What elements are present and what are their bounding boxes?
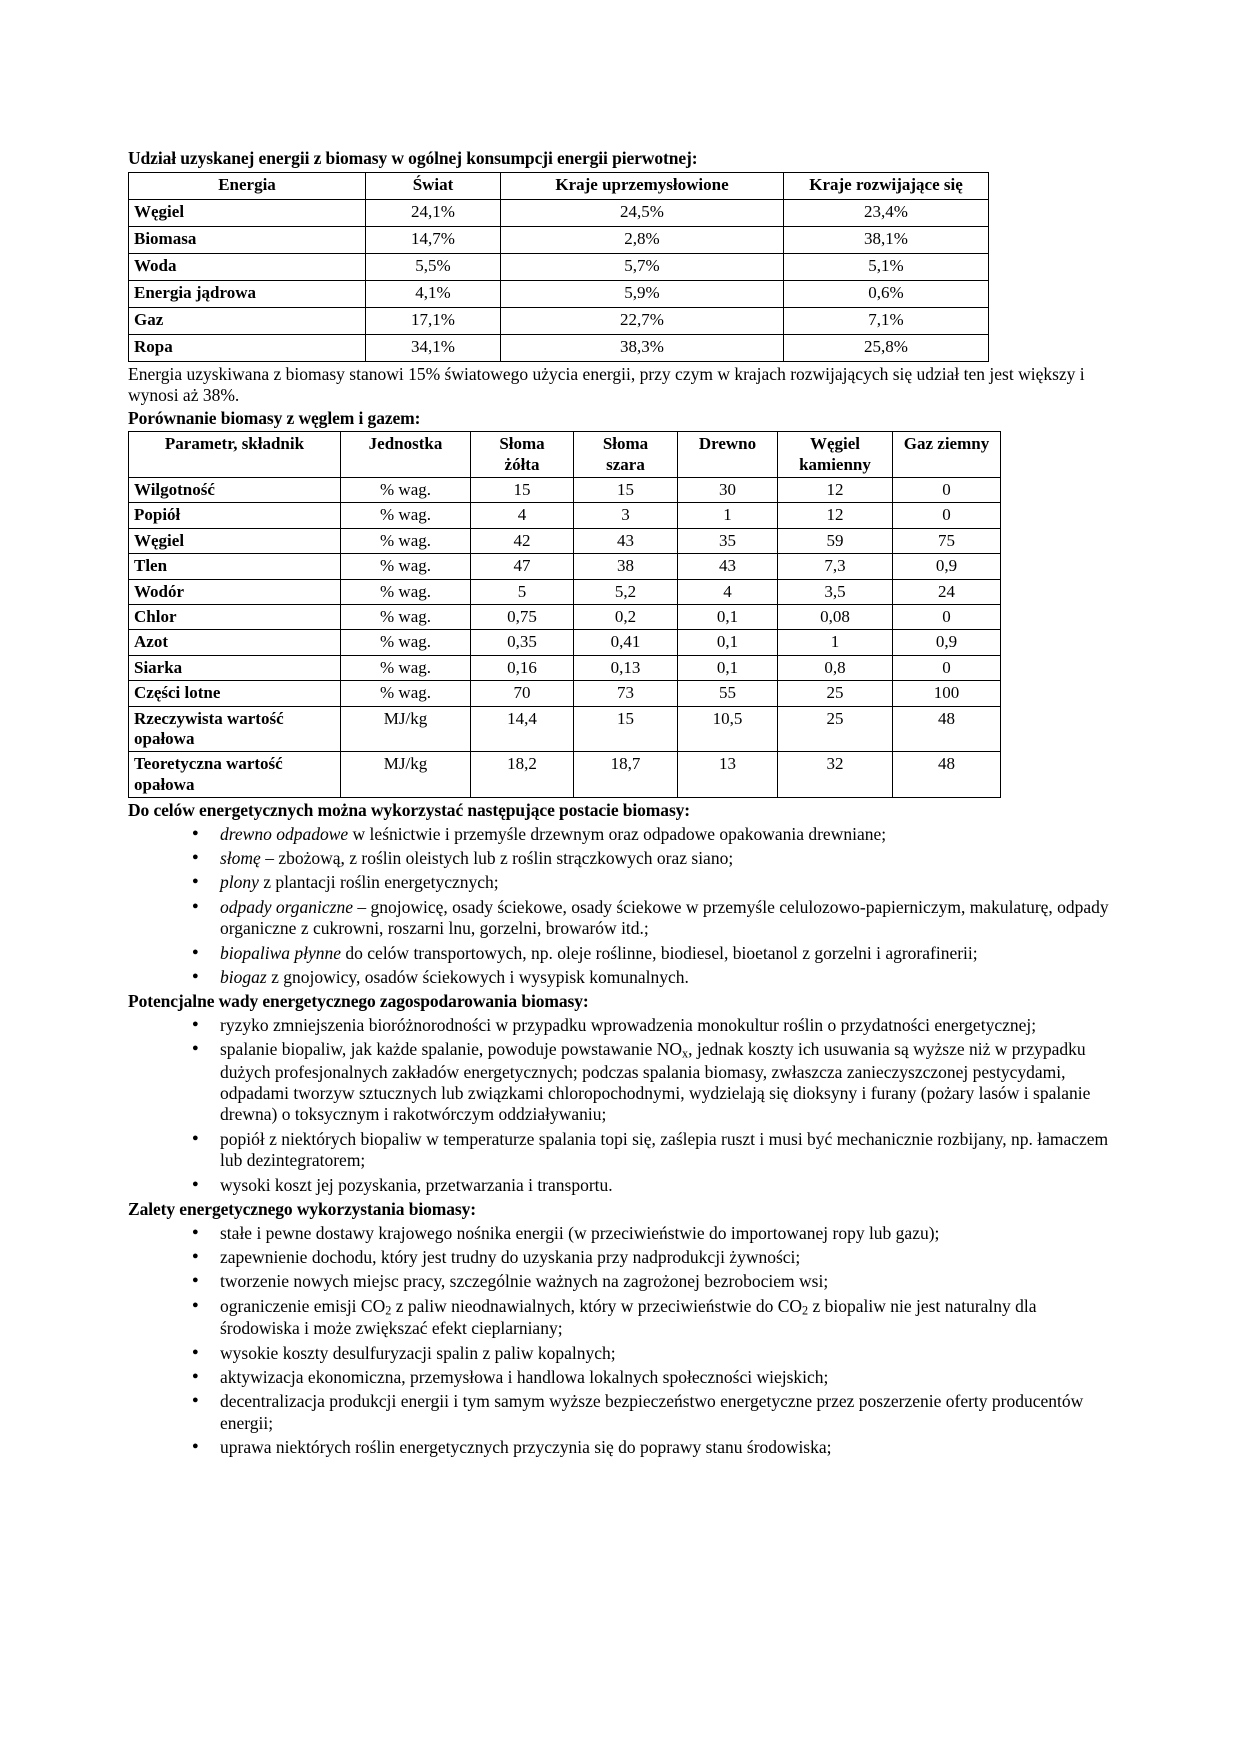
cell-sloma-szara: 5,2: [574, 579, 678, 604]
section-title-energy-share: Udział uzyskanej energii z biomasy w ogólnej konsumpcji energii pierwotnej:: [128, 148, 698, 168]
column-header-uprzemyslowione: Kraje uprzemysłowione: [501, 172, 784, 199]
cell-gaz-ziemny: 100: [893, 681, 1001, 706]
cell-swiat: 24,1%: [366, 199, 501, 226]
cell-drewno: 43: [678, 554, 778, 579]
list-item: [190, 943, 1112, 964]
cell-swiat: 4,1%: [366, 280, 501, 307]
list-item-text: z gnojowicy, osadów ściekowych i wysypisk komunalnych.: [266, 966, 689, 987]
list-item: [190, 897, 1112, 940]
column-header-sloma-szara: Słoma szara: [574, 432, 678, 478]
column-header-sloma-zolta: Słoma żółta: [471, 432, 574, 478]
cell-sloma-zolta: 15: [471, 478, 574, 503]
cell-gaz-ziemny: 0: [893, 605, 1001, 630]
list-item-text: ryzyko zmniejszenia bioróżnorodności w przypadku wprowadzenia monokultur roślin o przydatności energetycznej;: [220, 1014, 1037, 1035]
list-item-emphasis: odpady organiczne: [220, 896, 354, 917]
table-row: [129, 752, 1001, 798]
row-label: Węgiel: [129, 528, 341, 553]
list-item-text: wysoki koszt jej pozyskania, przetwarzania i transportu.: [220, 1174, 613, 1195]
column-header-energia: Energia: [129, 172, 366, 199]
list-biomass-uses: [128, 824, 1112, 988]
list-item-emphasis: drewno odpadowe: [220, 823, 349, 844]
cell-jednostka: % wag.: [341, 579, 471, 604]
list-item: [190, 848, 1112, 869]
list-item-emphasis: biopaliwa płynne: [220, 942, 342, 963]
cell-swiat: 17,1%: [366, 307, 501, 334]
cell-gaz-ziemny: 0: [893, 478, 1001, 503]
cell-sloma-szara: 43: [574, 528, 678, 553]
cell-sloma-zolta: 0,35: [471, 630, 574, 655]
cell-sloma-szara: 3: [574, 503, 678, 528]
cell-gaz-ziemny: 48: [893, 706, 1001, 752]
column-header-drewno: Drewno: [678, 432, 778, 478]
cell-rozwijajace: 38,1%: [784, 226, 989, 253]
cell-drewno: 13: [678, 752, 778, 798]
list-item: [190, 1175, 1112, 1196]
cell-gaz-ziemny: 24: [893, 579, 1001, 604]
cell-sloma-szara: 18,7: [574, 752, 678, 798]
row-label: Rzeczywista wartość opałowa: [129, 706, 341, 752]
column-header-parametr: Parametr, składnik: [129, 432, 341, 478]
list-item-text: stałe i pewne dostawy krajowego nośnika energii (w przeciwieństwie do importowanej ropy lub gazu);: [220, 1222, 940, 1243]
cell-drewno: 0,1: [678, 655, 778, 680]
list-item-text: z plantacji roślin energetycznych;: [258, 872, 499, 893]
row-label: Energia jądrowa: [129, 280, 366, 307]
cell-gaz-ziemny: 0,9: [893, 554, 1001, 579]
cell-jednostka: % wag.: [341, 503, 471, 528]
list-item: [190, 1296, 1112, 1340]
cell-sloma-zolta: 47: [471, 554, 574, 579]
row-label: Teoretyczna wartość opałowa: [129, 752, 341, 798]
table-row: [129, 199, 989, 226]
cell-uprzemyslowione: 24,5%: [501, 199, 784, 226]
table-row: [129, 528, 1001, 553]
row-label: Biomasa: [129, 226, 366, 253]
cell-sloma-zolta: 18,2: [471, 752, 574, 798]
cell-wegiel-kamienny: 0,8: [778, 655, 893, 680]
list-item: [190, 1391, 1112, 1434]
cell-gaz-ziemny: 75: [893, 528, 1001, 553]
table-row: [129, 478, 1001, 503]
cell-wegiel-kamienny: 0,08: [778, 605, 893, 630]
section-title-comparison: Porównanie biomasy z węglem i gazem:: [128, 407, 421, 428]
list-item: [190, 824, 1112, 845]
cell-gaz-ziemny: 48: [893, 752, 1001, 798]
cell-sloma-zolta: 42: [471, 528, 574, 553]
cell-rozwijajace: 7,1%: [784, 307, 989, 334]
table-row: [129, 579, 1001, 604]
list-item: [190, 1271, 1112, 1292]
list-item: [190, 1129, 1112, 1172]
cell-jednostka: % wag.: [341, 478, 471, 503]
cell-sloma-szara: 73: [574, 681, 678, 706]
list-item-text: aktywizacja ekonomiczna, przemysłowa i handlowa lokalnych społeczności wiejskich;: [220, 1366, 829, 1387]
table-header-row: [129, 172, 989, 199]
paragraph-biomass-share: Energia uzyskiwana z biomasy stanowi 15% światowego użycia energii, przy czym w krajach rozwijających się udział ten jest większy i wynosi aż 38%.: [128, 363, 1085, 405]
list-item-text: w leśnictwie i przemyśle drzewnym oraz odpadowe opakowania drewniane;: [348, 823, 887, 844]
list-item: [190, 1437, 1112, 1458]
row-label: Gaz: [129, 307, 366, 334]
cell-drewno: 35: [678, 528, 778, 553]
list-item-text: tworzenie nowych miejsc pracy, szczególnie ważnych na zagrożonej bezrobociem wsi;: [220, 1271, 829, 1292]
cell-sloma-zolta: 70: [471, 681, 574, 706]
list-item-emphasis: biogaz: [220, 966, 267, 987]
cell-wegiel-kamienny: 32: [778, 752, 893, 798]
table-row: [129, 554, 1001, 579]
list-item-text: – zbożową, z roślin oleistych lub z roślin strączkowych oraz siano;: [260, 848, 734, 869]
table-row: [129, 706, 1001, 752]
cell-sloma-szara: 15: [574, 478, 678, 503]
table-biomass-comparison: [128, 431, 1001, 798]
row-label: Tlen: [129, 554, 341, 579]
list-item: [190, 1367, 1112, 1388]
cell-wegiel-kamienny: 12: [778, 478, 893, 503]
column-header-wegiel-kamienny: Węgiel kamienny: [778, 432, 893, 478]
row-label: Azot: [129, 630, 341, 655]
cell-swiat: 5,5%: [366, 253, 501, 280]
heading-biomass-disadvantages: Potencjalne wady energetycznego zagospodarowania biomasy:: [128, 991, 589, 1012]
list-item-text: decentralizacja produkcji energii i tym samym wyższe bezpieczeństwo energetyczne przez poszerzenie oferty producentów energii;: [220, 1391, 1084, 1433]
list-item-text: spalanie biopaliw, jak każde spalanie, powoduje powstawanie $NO_x$, jednak koszty ich usuwania są wyższe niż w przypadku dużych profesjonalnych zakładów energetycznych; podczas spalania biomasy, zwłaszcza zanieczyszczonej pestycydami, odpadami tworzyw sztucznych lub związkami chloropochodnymi, wydzielają się dioksyny i furany (pożary lasów i spalanie drewna) o toksycznym i rakotwórczym oddziaływaniu;: [220, 1039, 1091, 1125]
cell-sloma-szara: 0,2: [574, 605, 678, 630]
cell-drewno: 10,5: [678, 706, 778, 752]
cell-sloma-szara: 0,41: [574, 630, 678, 655]
group-disadvantages: [128, 991, 1112, 1196]
cell-uprzemyslowione: 5,7%: [501, 253, 784, 280]
cell-wegiel-kamienny: 59: [778, 528, 893, 553]
row-label: Woda: [129, 253, 366, 280]
cell-jednostka: MJ/kg: [341, 706, 471, 752]
column-header-rozwijajace: Kraje rozwijające się: [784, 172, 989, 199]
cell-gaz-ziemny: 0: [893, 655, 1001, 680]
cell-drewno: 0,1: [678, 630, 778, 655]
heading-biomass-uses: Do celów energetycznych można wykorzystać następujące postacie biomasy:: [128, 800, 691, 821]
list-item: [190, 1015, 1112, 1036]
list-item-emphasis: słomę: [220, 848, 261, 869]
list-item: [190, 1223, 1112, 1244]
cell-sloma-szara: 15: [574, 706, 678, 752]
cell-rozwijajace: 0,6%: [784, 280, 989, 307]
cell-jednostka: % wag.: [341, 655, 471, 680]
cell-rozwijajace: 5,1%: [784, 253, 989, 280]
heading-biomass-advantages: Zalety energetycznego wykorzystania biomasy:: [128, 1198, 476, 1219]
cell-jednostka: % wag.: [341, 681, 471, 706]
column-header-gaz-ziemny: Gaz ziemny: [893, 432, 1001, 478]
cell-sloma-szara: 38: [574, 554, 678, 579]
list-item-emphasis: plony: [220, 872, 259, 893]
cell-swiat: 34,1%: [366, 334, 501, 361]
cell-gaz-ziemny: 0: [893, 503, 1001, 528]
table-row: [129, 253, 989, 280]
cell-uprzemyslowione: 22,7%: [501, 307, 784, 334]
list-item-text: popiół z niektórych biopaliw w temperaturze spalania topi się, zaślepia ruszt i musi być mechanicznie rozbijany, np. łamaczem lub dezintegratorem;: [220, 1128, 1109, 1171]
table-row: [129, 681, 1001, 706]
row-label: Popiół: [129, 503, 341, 528]
group-uses: [128, 800, 1112, 988]
table-row: [129, 334, 989, 361]
table-row: [129, 226, 989, 253]
cell-uprzemyslowione: 2,8%: [501, 226, 784, 253]
table-row: [129, 605, 1001, 630]
cell-jednostka: MJ/kg: [341, 752, 471, 798]
cell-wegiel-kamienny: 3,5: [778, 579, 893, 604]
column-header-swiat: Świat: [366, 172, 501, 199]
cell-uprzemyslowione: 5,9%: [501, 280, 784, 307]
cell-wegiel-kamienny: 7,3: [778, 554, 893, 579]
cell-sloma-szara: 0,13: [574, 655, 678, 680]
cell-drewno: 55: [678, 681, 778, 706]
cell-jednostka: % wag.: [341, 528, 471, 553]
cell-wegiel-kamienny: 1: [778, 630, 893, 655]
row-label: Części lotne: [129, 681, 341, 706]
cell-jednostka: % wag.: [341, 605, 471, 630]
table-row: [129, 503, 1001, 528]
cell-wegiel-kamienny: 25: [778, 706, 893, 752]
list-item-text: zapewnienie dochodu, który jest trudny do uzyskania przy nadprodukcji żywności;: [220, 1246, 801, 1267]
cell-gaz-ziemny: 0,9: [893, 630, 1001, 655]
table-energy-share: [128, 172, 989, 362]
list-item: [190, 1039, 1112, 1126]
table-row: [129, 655, 1001, 680]
cell-rozwijajace: 23,4%: [784, 199, 989, 226]
cell-wegiel-kamienny: 12: [778, 503, 893, 528]
row-label: Chlor: [129, 605, 341, 630]
cell-sloma-zolta: 0,75: [471, 605, 574, 630]
list-item-text: wysokie koszty desulfuryzacji spalin z paliw kopalnych;: [220, 1342, 616, 1363]
list-item: [190, 1343, 1112, 1364]
list-item-text: – gnojowicę, osady ściekowe, osady ściekowe w przemyśle celulozowo-papierniczym, makulaturę, odpady organiczne z cukrowni, roszarni lnu, gorzelni, browarów itd.;: [220, 896, 1109, 939]
row-label: Węgiel: [129, 199, 366, 226]
cell-wegiel-kamienny: 25: [778, 681, 893, 706]
group-advantages: [128, 1199, 1112, 1458]
cell-sloma-zolta: 0,16: [471, 655, 574, 680]
list-item-text: uprawa niektórych roślin energetycznych przyczynia się do poprawy stanu środowiska;: [220, 1436, 832, 1457]
cell-swiat: 14,7%: [366, 226, 501, 253]
list-item-text: do celów transportowych, np. oleje roślinne, biodiesel, bioetanol z gorzelni i agrorafinerii;: [341, 942, 978, 963]
cell-sloma-zolta: 14,4: [471, 706, 574, 752]
list-biomass-advantages: [128, 1223, 1112, 1459]
row-label: Ropa: [129, 334, 366, 361]
cell-drewno: 4: [678, 579, 778, 604]
table-row: [129, 630, 1001, 655]
cell-sloma-zolta: 4: [471, 503, 574, 528]
row-label: Wodór: [129, 579, 341, 604]
cell-drewno: 1: [678, 503, 778, 528]
cell-drewno: 0,1: [678, 605, 778, 630]
row-label: Wilgotność: [129, 478, 341, 503]
table-header-row: [129, 432, 1001, 478]
row-label: Siarka: [129, 655, 341, 680]
cell-jednostka: % wag.: [341, 630, 471, 655]
list-item: [190, 872, 1112, 893]
list-item-text: ograniczenie emisji $CO_2$ z paliw nieodnawialnych, który w przeciwieństwie do $CO_2$ z biopaliw nie jest naturalny dla środowiska i może zwiększać efekt cieplarniany;: [220, 1295, 1037, 1339]
list-item: [190, 1247, 1112, 1268]
cell-drewno: 30: [678, 478, 778, 503]
table-row: [129, 280, 989, 307]
list-item: [190, 967, 1112, 988]
cell-rozwijajace: 25,8%: [784, 334, 989, 361]
column-header-jednostka: Jednostka: [341, 432, 471, 478]
cell-jednostka: % wag.: [341, 554, 471, 579]
list-biomass-disadvantages: [128, 1015, 1112, 1196]
cell-sloma-zolta: 5: [471, 579, 574, 604]
cell-uprzemyslowione: 38,3%: [501, 334, 784, 361]
table-row: [129, 307, 989, 334]
